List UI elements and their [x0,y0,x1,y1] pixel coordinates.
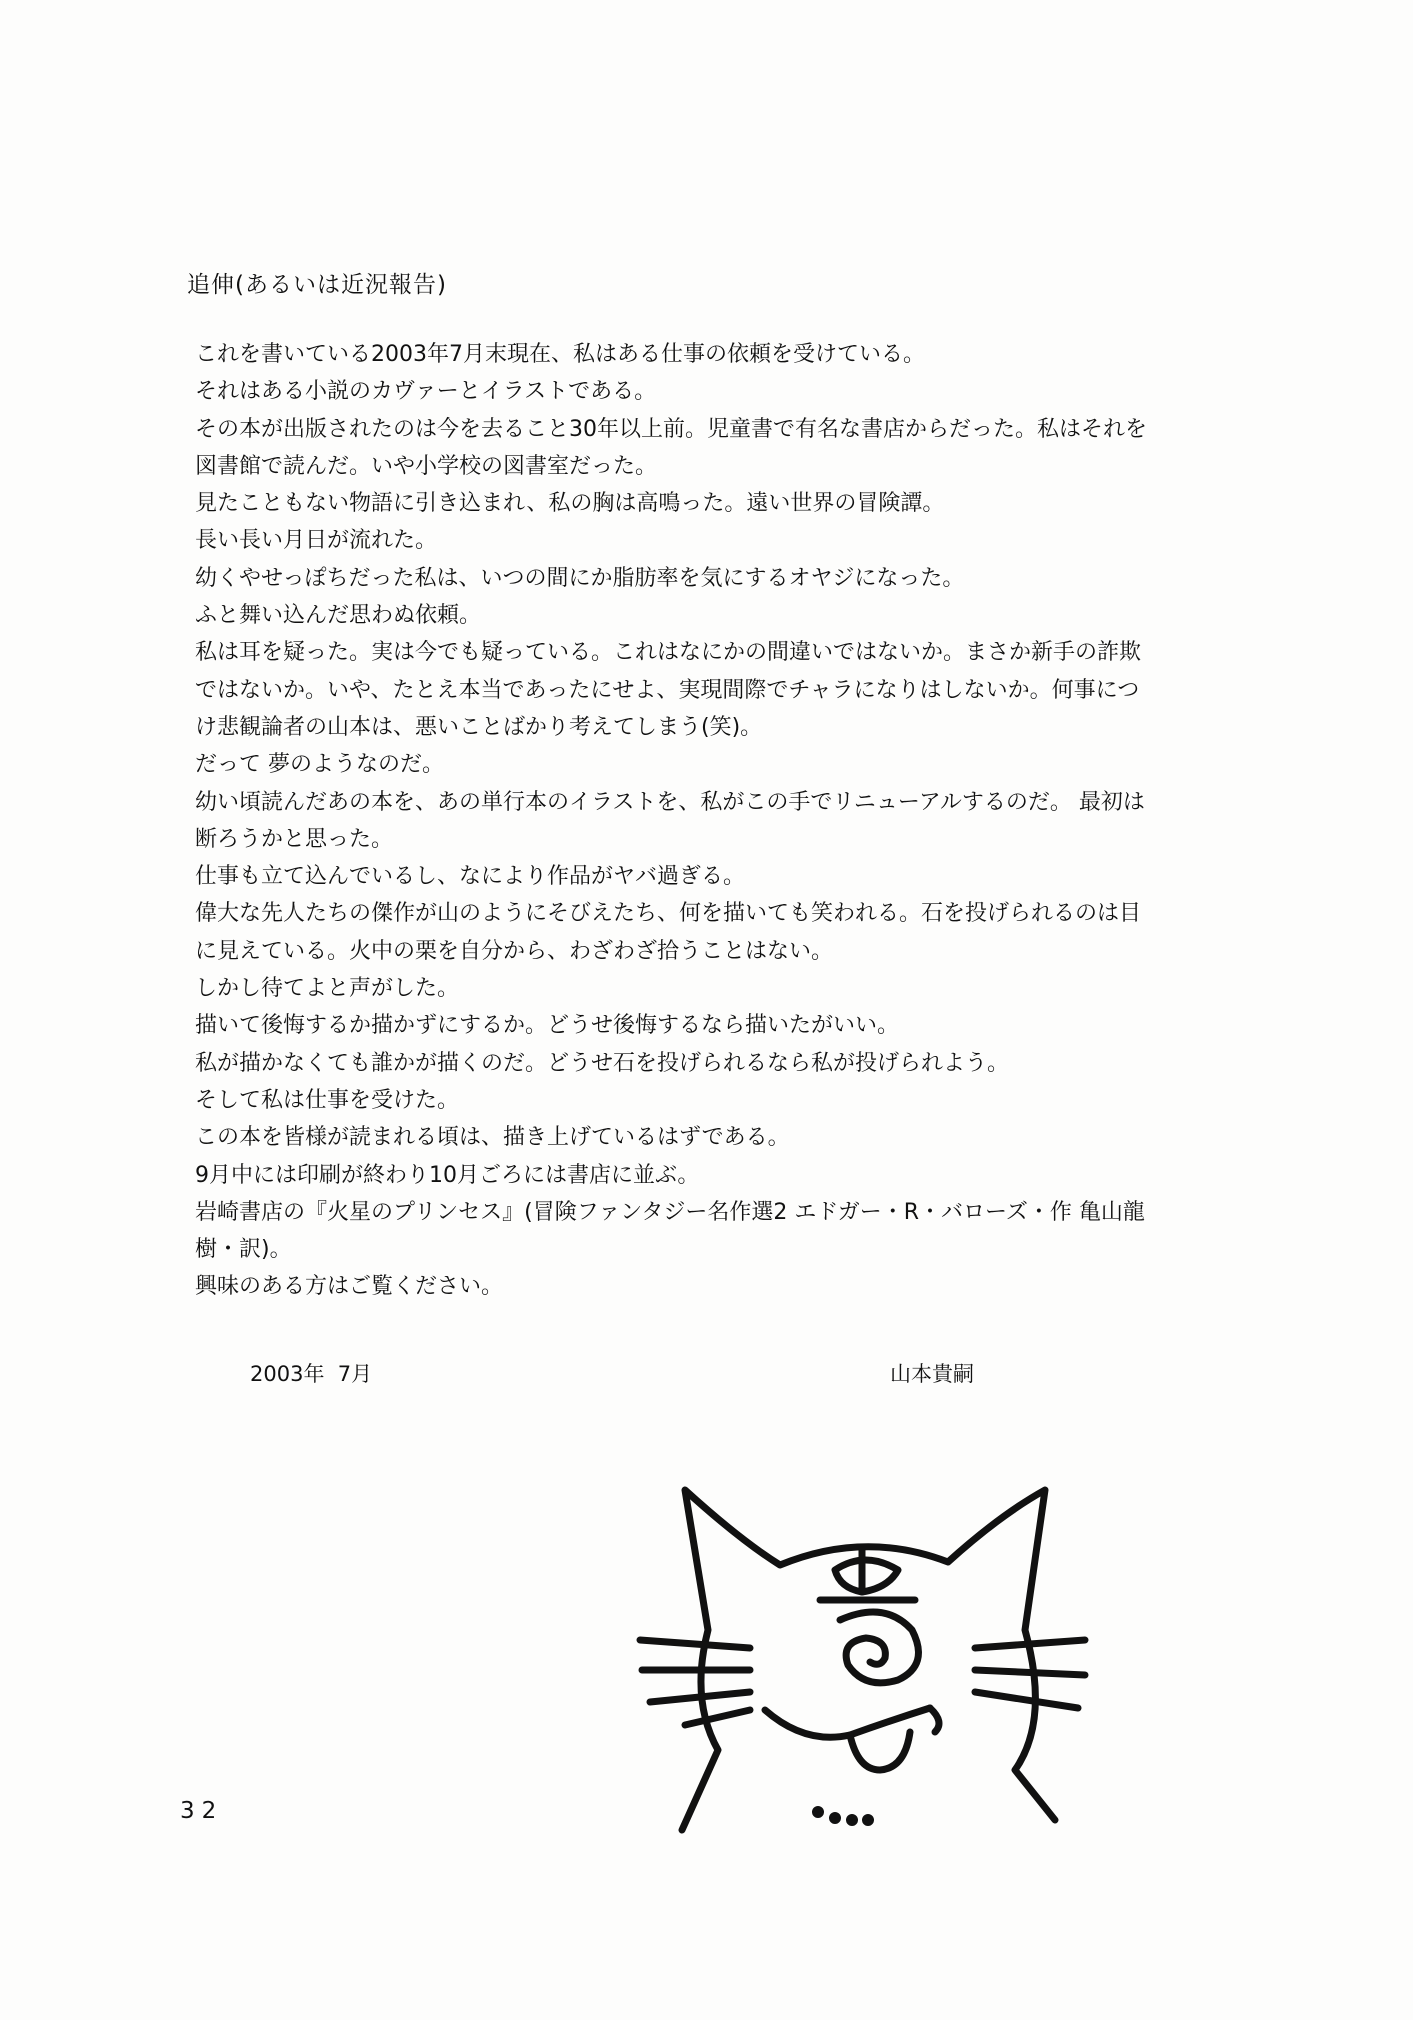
paragraph: その本が出版されたのは今を去ること30年以上前。児童書で有名な書店からだった。私はそれを図書館で読んだ。いや小学校の図書室だった。 [195,416,1147,479]
paragraph: それはある小説のカヴァーとイラストである。 [195,379,657,405]
paragraph: 描いて後悔するか描かずにするか。どうせ後悔するなら描いたがいい。 [195,1013,900,1039]
paragraph: 興味のある方はご覧ください。 [195,1274,504,1300]
paragraph: だって 夢のようなのだ。 [195,752,444,778]
paragraph: 岩崎書店の『火星のプリンセス』(冒険ファンタジー名作選2 エドガー・R・バローズ・作 亀山龍樹・訳)。 [195,1199,1145,1263]
paragraph: 見たこともない物語に引き込まれ、私の胸は高鳴った。遠い世界の冒険譚。 [195,491,945,517]
paragraph: 仕事も立て込んでいるし、なにより作品がヤバ過ぎる。 [195,864,746,890]
paragraph: しかし待てよと声がした。 [195,976,460,1002]
paragraph: ふと舞い込んだ思わぬ依頼。 [195,603,482,629]
paragraph: 幼い頃読んだあの本を、あの単行本のイラストを、私がこの手でリニューアルするのだ。 最初は断ろうかと思った。 [195,789,1145,852]
author-signature: 山本貴嗣 [890,1362,974,1386]
page-number: 32 [180,1798,224,1824]
paragraph: 私が描かなくても誰かが描くのだ。どうせ石を投げられるなら私が投げられよう。 [195,1050,1010,1076]
paragraph: 偉大な先人たちの傑作が山のようにそびえたち、何を描いても笑われる。石を投げられるのは目に見えている。火中の栗を自分から、わざわざ拾うことはない。 [195,901,1142,964]
paragraph: 長い長い月日が流れた。 [195,528,438,554]
paragraph: これを書いている2003年7月末現在、私はある仕事の依頼を受けている。 [195,342,925,367]
paragraph: そして私は仕事を受けた。 [195,1087,460,1113]
paragraph: 幼くやせっぽちだった私は、いつの間にか脂肪率を気にするオヤジになった。 [195,565,965,591]
document-date: 2003年 7月 [250,1362,373,1386]
document-body [195,336,1155,1306]
paragraph: この本を皆様が読まれる頃は、描き上げているはずである。 [195,1125,790,1151]
document-title: 追伸(あるいは近況報告) [187,272,447,298]
cat-face-doodle-icon [630,1470,1100,1840]
paragraph: 9月中には印刷が終わり10月ごろには書店に並ぶ。 [195,1162,700,1188]
paragraph: 私は耳を疑った。実は今でも疑っている。これはなにかの間違いではないか。まさか新手の詐欺ではないか。いや、たとえ本当であったにせよ、実現間際でチャラになりはしないか。何事につけ悲観論者の山本は、悪いことばかり考えてしまう(笑)。 [195,640,1142,740]
